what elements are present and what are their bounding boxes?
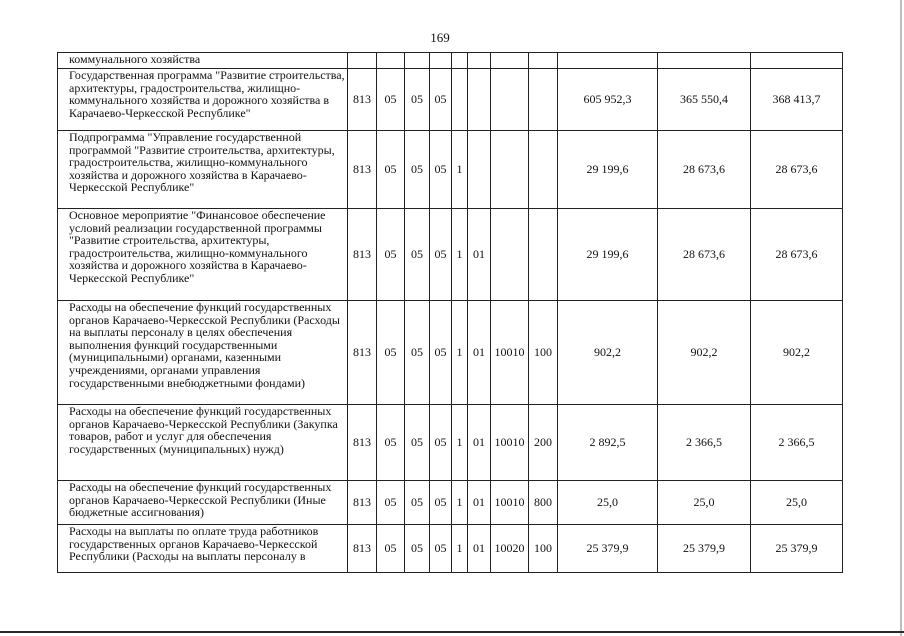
table-row	[58, 405, 843, 481]
code-direction: 10020	[491, 525, 529, 573]
code-ministry: 813	[348, 481, 377, 525]
amount-year-3: 25,0	[751, 481, 843, 525]
code-expense-type: 200	[529, 405, 558, 481]
amount-year-1: 29 199,6	[558, 209, 658, 301]
code-expense-type: 100	[529, 301, 558, 405]
code-section: 05	[377, 131, 405, 209]
amount-year-3: 28 673,6	[751, 209, 843, 301]
table-row	[58, 131, 843, 209]
code-subsection: 05	[405, 481, 430, 525]
amount-year-3: 28 673,6	[751, 131, 843, 209]
amount-year-2	[658, 53, 751, 69]
amount-year-1: 25,0	[558, 481, 658, 525]
amount-year-1: 2 892,5	[558, 405, 658, 481]
code-section: 05	[377, 209, 405, 301]
code-subsection	[405, 53, 430, 69]
code-subprogram: 1	[452, 525, 468, 573]
code-subprogram	[452, 69, 468, 131]
code-program: 05	[430, 69, 452, 131]
amount-year-1: 605 952,3	[558, 69, 658, 131]
code-activity	[468, 53, 491, 69]
amount-year-3: 902,2	[751, 301, 843, 405]
amount-year-2: 25 379,9	[658, 525, 751, 573]
table-row	[58, 525, 843, 573]
amount-year-1: 29 199,6	[558, 131, 658, 209]
code-activity	[468, 69, 491, 131]
code-subsection: 05	[405, 301, 430, 405]
amount-year-2: 28 673,6	[658, 209, 751, 301]
code-ministry: 813	[348, 405, 377, 481]
amount-year-3: 368 413,7	[751, 69, 843, 131]
table-row	[58, 209, 843, 301]
code-subsection: 05	[405, 69, 430, 131]
amount-year-2: 25,0	[658, 481, 751, 525]
scan-edge-right	[900, 0, 902, 636]
code-section: 05	[377, 69, 405, 131]
row-description: Основное мероприятие "Финансовое обеспечение условий реализации государственной программы "Развитие строительства, архитектуры, градостроительства, жилищно-коммунального хозяйства и дорожного хозяйства в Карачаево-Черкесской Республике"	[58, 209, 348, 301]
scan-edge-bottom	[0, 631, 904, 633]
amount-year-3: 25 379,9	[751, 525, 843, 573]
code-program: 05	[430, 525, 452, 573]
code-program: 05	[430, 301, 452, 405]
code-activity: 01	[468, 481, 491, 525]
code-program: 05	[430, 131, 452, 209]
row-description: Государственная программа "Развитие строительства, архитектуры, градостроительства, жилищно-коммунального хозяйства и дорожного хозяйства в Карачаево-Черкесской Республике"	[58, 69, 348, 131]
table-row	[58, 301, 843, 405]
code-program: 05	[430, 405, 452, 481]
row-description: Расходы на обеспечение функций государственных органов Карачаево-Черкесской Республики (Иные бюджетные ассигнования)	[58, 481, 348, 525]
code-subprogram: 1	[452, 301, 468, 405]
code-expense-type	[529, 131, 558, 209]
code-subsection: 05	[405, 209, 430, 301]
table-row	[58, 53, 843, 69]
amount-year-2: 902,2	[658, 301, 751, 405]
code-direction	[491, 209, 529, 301]
amount-year-2: 365 550,4	[658, 69, 751, 131]
code-ministry: 813	[348, 69, 377, 131]
amount-year-2: 2 366,5	[658, 405, 751, 481]
code-subsection: 05	[405, 131, 430, 209]
row-description: коммунального хозяйства	[58, 53, 348, 69]
page-number: 169	[430, 30, 450, 45]
code-subprogram: 1	[452, 131, 468, 209]
code-direction	[491, 131, 529, 209]
code-activity: 01	[468, 525, 491, 573]
code-direction	[491, 53, 529, 69]
table-row	[58, 481, 843, 525]
amount-year-1	[558, 53, 658, 69]
row-description: Расходы на обеспечение функций государственных органов Карачаево-Черкесской Республики (Расходы на выплаты персоналу в целях обеспечения выполнения функций государственными (муниципальными) органами, казенными учреждениями, органами управления государственными внебюджетными фондами)	[58, 301, 348, 405]
code-ministry: 813	[348, 131, 377, 209]
row-description: Расходы на обеспечение функций государственных органов Карачаево-Черкесской Республики (Закупка товаров, работ и услуг для обеспечения государственных (муниципальных) нужд)	[58, 405, 348, 481]
code-program: 05	[430, 481, 452, 525]
code-activity: 01	[468, 301, 491, 405]
code-expense-type: 100	[529, 525, 558, 573]
amount-year-1: 25 379,9	[558, 525, 658, 573]
code-ministry	[348, 53, 377, 69]
code-subprogram: 1	[452, 209, 468, 301]
code-expense-type	[529, 209, 558, 301]
code-section: 05	[377, 525, 405, 573]
code-ministry: 813	[348, 525, 377, 573]
code-ministry: 813	[348, 209, 377, 301]
code-activity: 01	[468, 209, 491, 301]
code-activity	[468, 131, 491, 209]
code-section: 05	[377, 481, 405, 525]
code-direction: 10010	[491, 301, 529, 405]
amount-year-3	[751, 53, 843, 69]
code-expense-type	[529, 53, 558, 69]
code-section: 05	[377, 301, 405, 405]
budget-table	[57, 52, 843, 573]
code-subprogram: 1	[452, 481, 468, 525]
code-program: 05	[430, 209, 452, 301]
code-activity: 01	[468, 405, 491, 481]
row-description: Расходы на выплаты по оплате труда работников государственных органов Карачаево-Черкесской Республики (Расходы на выплаты персоналу в	[58, 525, 348, 573]
row-description: Подпрограмма "Управление государственной программой "Развитие строительства, архитектуры, градостроительства, жилищно-коммунального хозяйства и дорожного хозяйства в Карачаево-Черкесской Республике"	[58, 131, 348, 209]
code-subprogram: 1	[452, 405, 468, 481]
code-section	[377, 53, 405, 69]
code-expense-type	[529, 69, 558, 131]
code-subsection: 05	[405, 525, 430, 573]
code-direction: 10010	[491, 481, 529, 525]
amount-year-3: 2 366,5	[751, 405, 843, 481]
code-direction: 10010	[491, 405, 529, 481]
code-expense-type: 800	[529, 481, 558, 525]
amount-year-2: 28 673,6	[658, 131, 751, 209]
amount-year-1: 902,2	[558, 301, 658, 405]
table-body	[58, 53, 843, 573]
code-subsection: 05	[405, 405, 430, 481]
code-ministry: 813	[348, 301, 377, 405]
table-row	[58, 69, 843, 131]
code-program	[430, 53, 452, 69]
code-direction	[491, 69, 529, 131]
code-section: 05	[377, 405, 405, 481]
code-subprogram	[452, 53, 468, 69]
